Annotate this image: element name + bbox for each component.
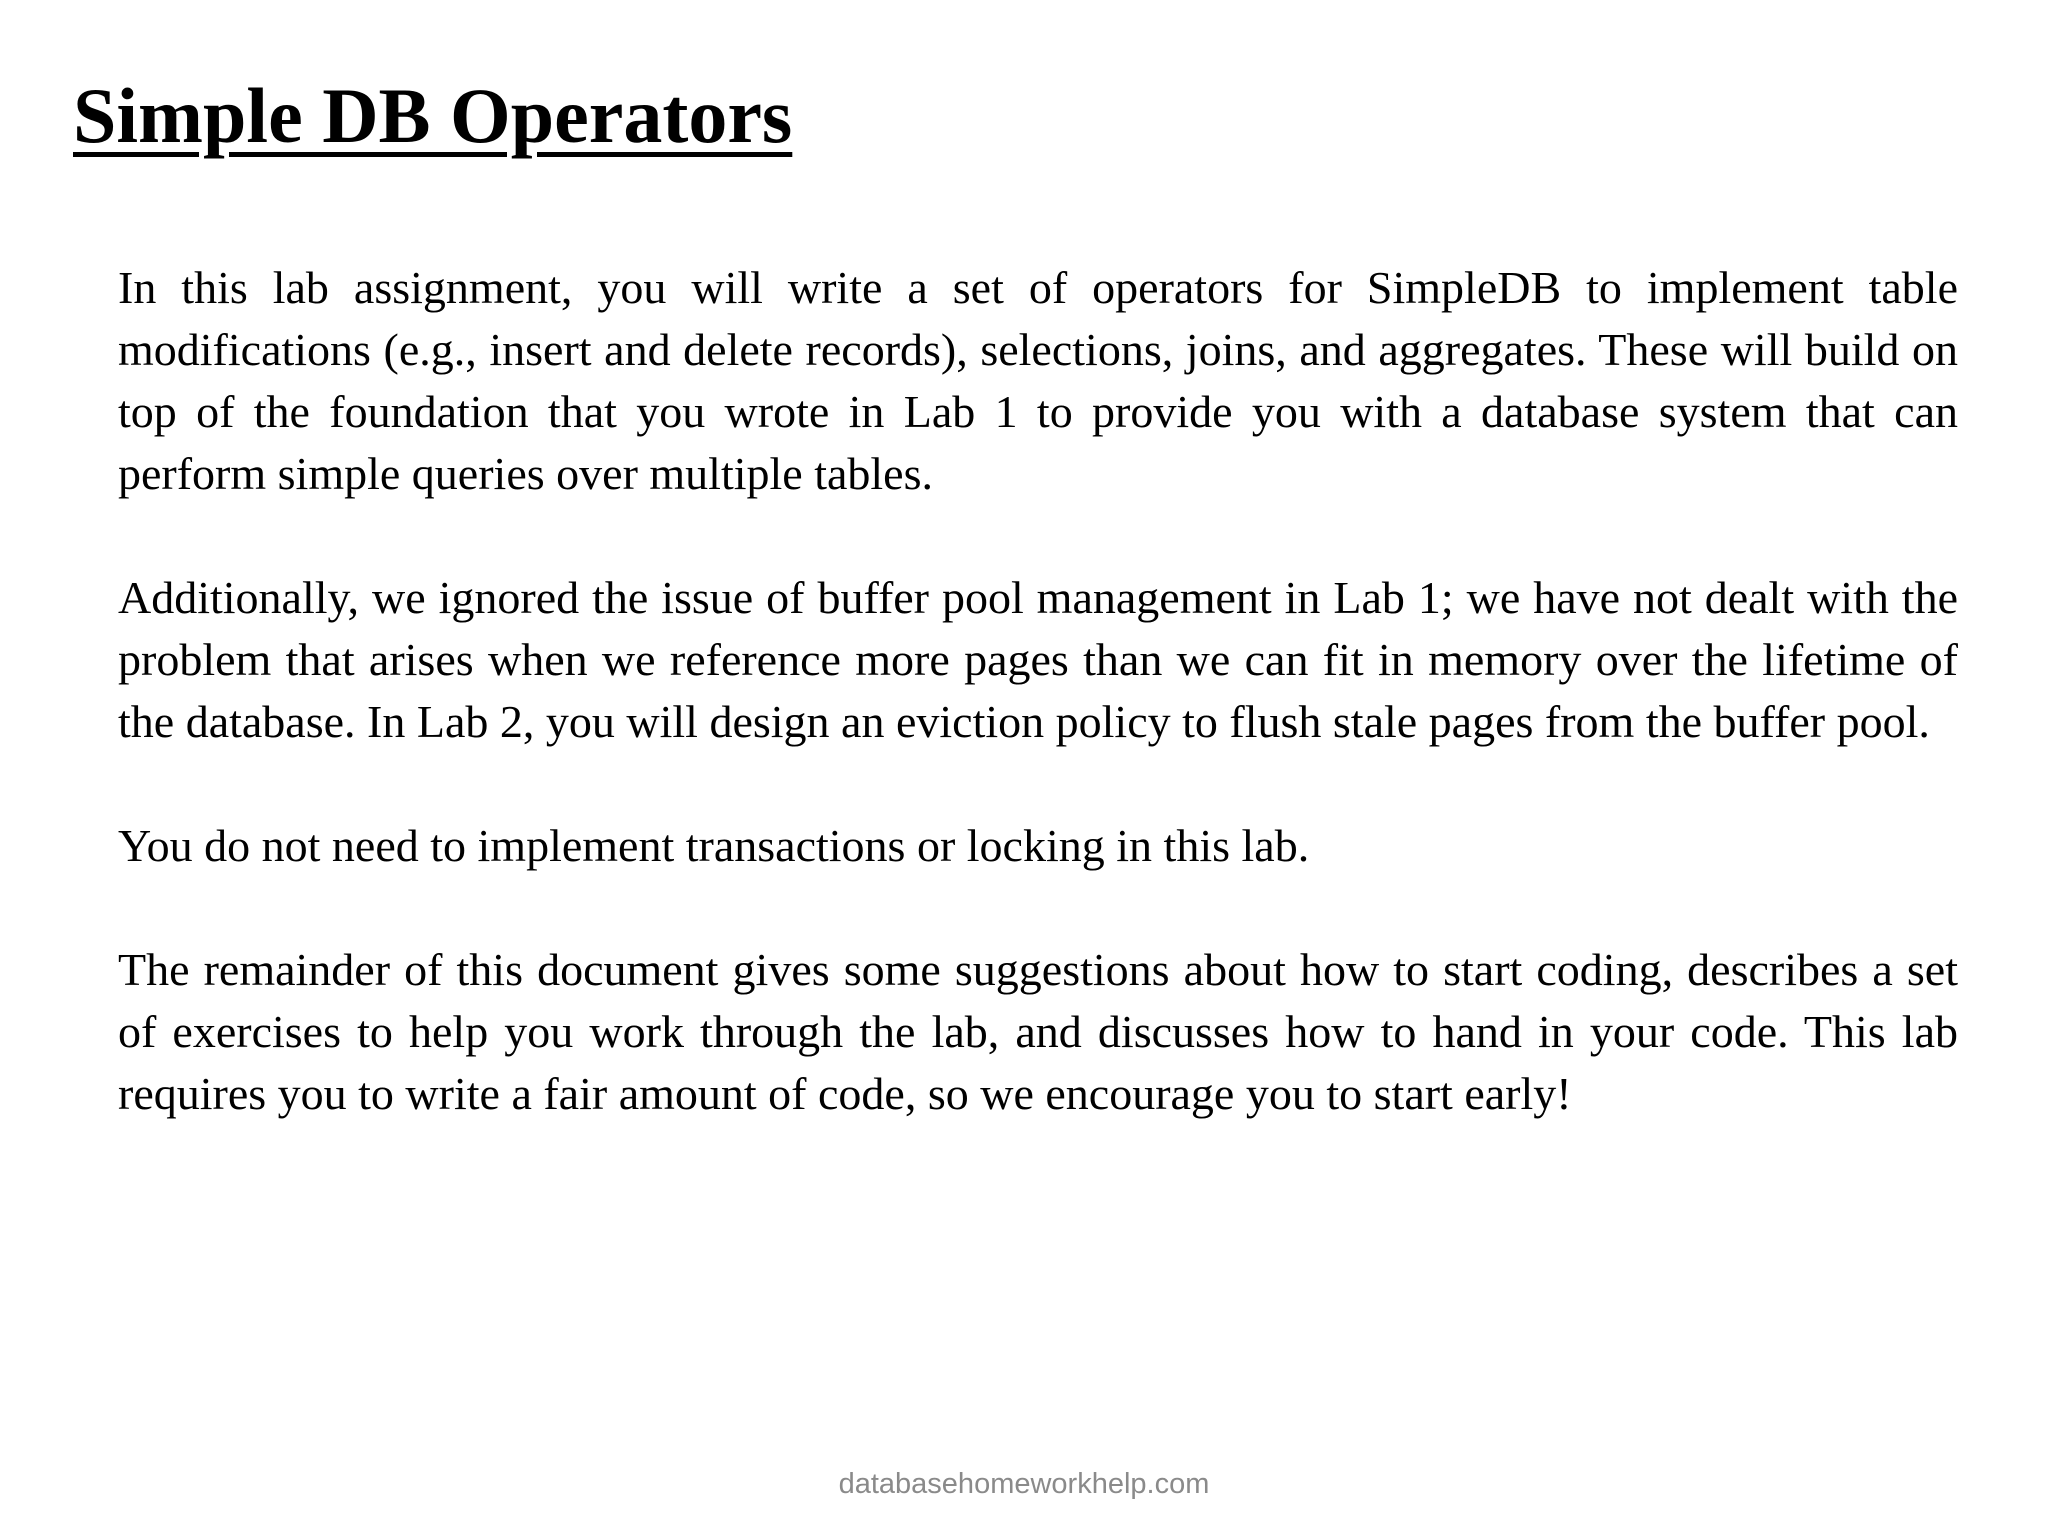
slide-body	[118, 257, 1958, 1187]
paragraph-remainder: The remainder of this document gives some suggestions about how to start coding, describes a set of exercises to help you work through the lab, and discusses how to hand in your code. This lab requires you to write a fair amount of code, so we encourage you to start early!	[118, 944, 1958, 1119]
paragraph-transactions: You do not need to implement transactions or locking in this lab.	[118, 820, 1310, 871]
slide-title: Simple DB Operators	[73, 72, 793, 159]
footer-watermark: databasehomeworkhelp.com	[838, 1468, 1210, 1500]
paragraph-buffer-pool: Additionally, we ignored the issue of buffer pool management in Lab 1; we have not dealt with the problem that arises when we reference more pages than we can fit in memory over the lifetime of the database. In Lab 2, you will design an eviction policy to flush stale pages from the buffer pool.	[118, 572, 1958, 747]
paragraph-intro: In this lab assignment, you will write a set of operators for SimpleDB to implement table modifications (e.g., insert and delete records), selections, joins, and aggregates. These will build on top of the foundation that you wrote in Lab 1 to provide you with a database system that can perform simple queries over multiple tables.	[118, 262, 1958, 499]
